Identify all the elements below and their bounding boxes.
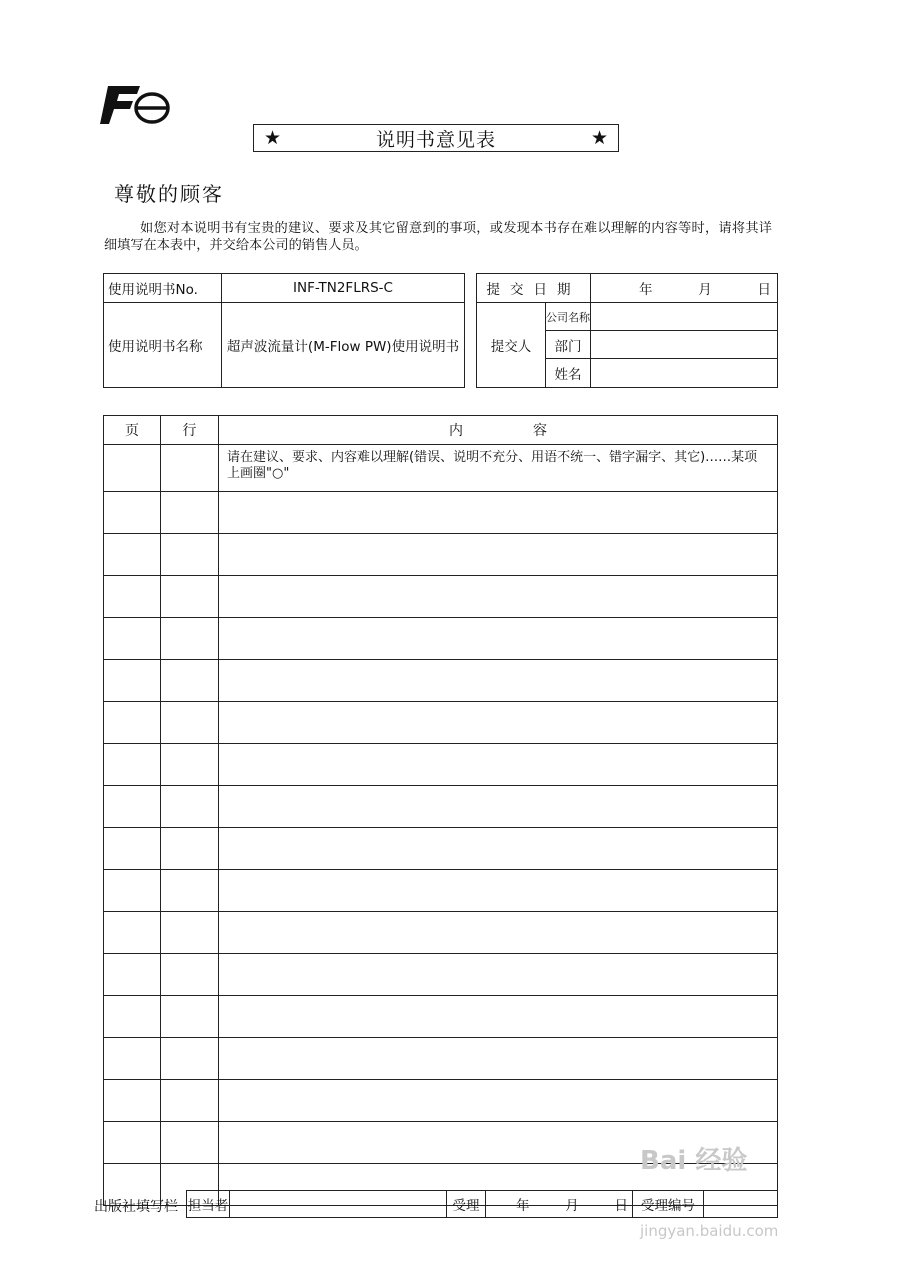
table-row	[104, 534, 778, 576]
manual-no-label: 使用说明书No.	[104, 274, 222, 303]
table-row	[104, 618, 778, 660]
line-cell[interactable]	[161, 912, 219, 954]
intro-paragraph: 如您对本说明书有宝贵的建议、要求及其它留意到的事项，或发现本书存在难以理解的内容等时，请将其详细填写在本表中，并交给本公司的销售人员。	[104, 221, 772, 253]
page-cell[interactable]	[104, 870, 161, 912]
month-label: 月	[565, 1198, 579, 1214]
content-cell[interactable]	[219, 576, 778, 618]
table-row	[104, 954, 778, 996]
publisher-section-label: 出版社填写栏	[94, 1199, 178, 1215]
manual-name-label: 使用说明书名称	[104, 303, 222, 388]
line-cell[interactable]	[161, 828, 219, 870]
line-cell[interactable]	[161, 1122, 219, 1164]
table-row	[104, 492, 778, 534]
greeting: 尊敬的顾客	[114, 182, 224, 206]
page-cell[interactable]	[104, 618, 161, 660]
day-label: 日	[757, 282, 771, 298]
manual-name-value: 超声波流量计(M-Flow PW)使用说明书	[222, 303, 465, 388]
line-cell[interactable]	[161, 702, 219, 744]
line-cell[interactable]	[161, 660, 219, 702]
content-cell[interactable]	[219, 1080, 778, 1122]
content-cell[interactable]	[219, 954, 778, 996]
content-cell[interactable]	[219, 828, 778, 870]
feedback-contents-table	[103, 415, 778, 1206]
day-label: 日	[614, 1198, 628, 1214]
baidu-watermark-url: jingyan.baidu.com	[640, 1222, 779, 1240]
table-row	[104, 576, 778, 618]
receive-label: 受理	[447, 1191, 486, 1218]
submit-date-field[interactable]	[591, 274, 778, 303]
baidu-watermark: Bai 经验	[640, 1146, 748, 1176]
content-cell[interactable]	[219, 660, 778, 702]
col-content-header: 内 容	[219, 416, 778, 445]
table-row	[104, 870, 778, 912]
svg-text:Fe: Fe	[100, 84, 102, 85]
receipt-no-field[interactable]	[704, 1191, 778, 1218]
fuji-electric-logo	[100, 84, 172, 130]
company-field[interactable]	[591, 303, 778, 331]
table-row	[104, 1038, 778, 1080]
page-cell[interactable]	[104, 702, 161, 744]
department-field[interactable]	[591, 331, 778, 359]
page-cell[interactable]	[104, 576, 161, 618]
table-row	[104, 744, 778, 786]
content-cell[interactable]	[219, 702, 778, 744]
page-cell[interactable]	[104, 912, 161, 954]
page-cell[interactable]	[104, 828, 161, 870]
page-cell[interactable]	[104, 1080, 161, 1122]
publisher-table	[186, 1190, 778, 1218]
page-cell[interactable]	[104, 660, 161, 702]
handler-label: 担当者	[187, 1191, 230, 1218]
line-cell[interactable]	[161, 786, 219, 828]
receive-date-field[interactable]	[486, 1191, 633, 1218]
manual-no-value: INF-TN2FLRS-C	[222, 274, 465, 303]
page-cell[interactable]	[104, 744, 161, 786]
line-cell[interactable]	[161, 445, 219, 492]
line-cell[interactable]	[161, 492, 219, 534]
month-label: 月	[698, 282, 712, 298]
content-cell[interactable]	[219, 618, 778, 660]
manual-info-table	[103, 273, 465, 388]
page-cell[interactable]	[104, 445, 161, 492]
line-cell[interactable]	[161, 576, 219, 618]
star-icon: ★	[590, 127, 608, 149]
content-cell[interactable]	[219, 996, 778, 1038]
department-label: 部门	[546, 331, 591, 359]
content-cell[interactable]	[219, 1038, 778, 1080]
page-cell[interactable]	[104, 534, 161, 576]
receipt-no-label: 受理编号	[633, 1191, 704, 1218]
line-cell[interactable]	[161, 870, 219, 912]
line-cell[interactable]	[161, 996, 219, 1038]
col-page-header: 页	[104, 416, 161, 445]
line-cell[interactable]	[161, 954, 219, 996]
star-icon: ★	[264, 127, 282, 149]
table-row	[104, 1080, 778, 1122]
content-cell[interactable]	[219, 492, 778, 534]
company-label: 公司名称	[546, 303, 591, 331]
name-label: 姓名	[546, 359, 591, 388]
page-cell[interactable]	[104, 996, 161, 1038]
content-cell[interactable]	[219, 870, 778, 912]
name-field[interactable]	[591, 359, 778, 388]
table-row	[104, 660, 778, 702]
year-label: 年	[516, 1198, 530, 1214]
submitter-table	[476, 273, 778, 388]
page-cell[interactable]	[104, 786, 161, 828]
content-note[interactable]: 请在建议、要求、内容难以理解(错误、说明不充分、用语不统一、错字漏字、其它)……某项上画圈"○"	[219, 445, 778, 492]
page-cell[interactable]	[104, 492, 161, 534]
content-cell[interactable]	[219, 786, 778, 828]
year-label: 年	[639, 282, 653, 298]
col-line-header: 行	[161, 416, 219, 445]
form-title: 说明书意见表	[375, 128, 496, 151]
line-cell[interactable]	[161, 1080, 219, 1122]
submitter-label: 提交人	[477, 303, 546, 388]
line-cell[interactable]	[161, 534, 219, 576]
table-row	[104, 702, 778, 744]
content-cell[interactable]	[219, 744, 778, 786]
line-cell[interactable]	[161, 618, 219, 660]
table-row	[104, 786, 778, 828]
handler-field[interactable]	[230, 1191, 447, 1218]
table-row	[104, 445, 778, 492]
table-row	[104, 828, 778, 870]
table-row	[104, 912, 778, 954]
page-cell[interactable]	[104, 954, 161, 996]
line-cell[interactable]	[161, 1038, 219, 1080]
submit-date-label: 提交日期	[477, 274, 591, 303]
page-cell[interactable]	[104, 1122, 161, 1164]
content-cell[interactable]	[219, 912, 778, 954]
table-row	[104, 996, 778, 1038]
content-cell[interactable]	[219, 534, 778, 576]
page-cell[interactable]	[104, 1038, 161, 1080]
line-cell[interactable]	[161, 744, 219, 786]
form-title-box	[253, 124, 619, 152]
